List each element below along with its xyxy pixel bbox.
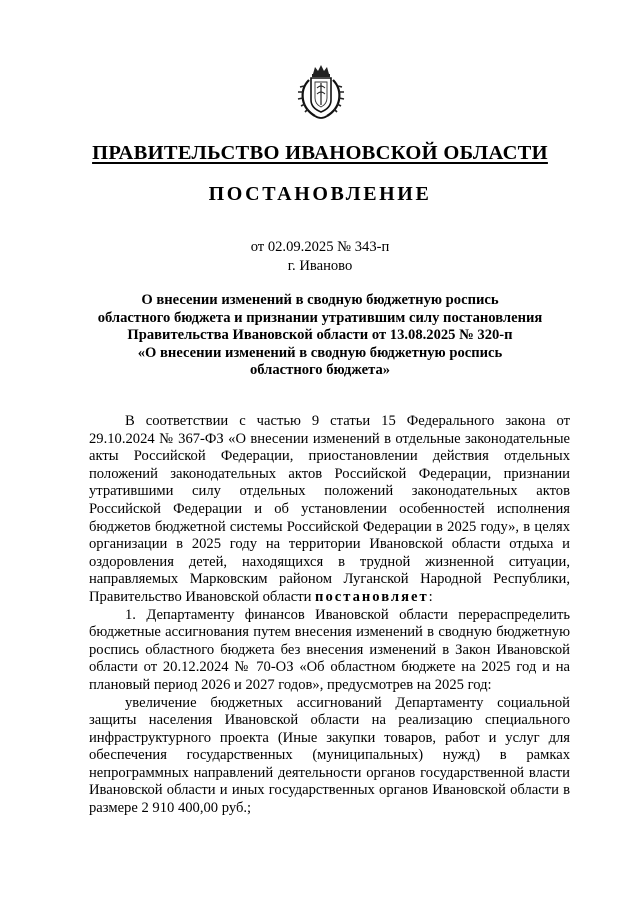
document-title bbox=[60, 292, 580, 380]
title-line: «О внесении изменений в сводную бюджетную роспись bbox=[137, 344, 503, 361]
document-date-number: от 02.09.2025 № 343-п bbox=[250, 239, 390, 255]
title-line: Правительства Ивановской области от 13.08.2025 № 320-п bbox=[127, 327, 513, 344]
document-type: ПОСТАНОВЛЕНИЕ bbox=[208, 183, 432, 205]
government-name: ПРАВИТЕЛЬСТВО ИВАНОВСКОЙ ОБЛАСТИ bbox=[92, 142, 548, 164]
title-line: областного бюджета и признании утратившим силу постановления bbox=[97, 309, 543, 326]
body-paragraph-allocation: увеличение бюджетных ассигнований Департаменту социальной защиты населения Ивановской области на реализацию специального инфраструктурного проекта (Иные закупки товаров, работ и услуг для обеспечения государственных (муниципальных) нужд) в рамках непрограммных направлений деятельности органов государственной власти Ивановской области и иных государственных органов Ивановской области в размере 2 910 400,00 руб.; bbox=[89, 694, 570, 817]
document-city: г. Иваново bbox=[287, 258, 353, 274]
title-line: областного бюджета» bbox=[249, 362, 391, 379]
body-paragraph-item-1: 1. Департаменту финансов Ивановской области перераспределить бюджетные ассигнования путем внесения изменений в сводную бюджетную роспись областного бюджета без внесения изменений в Закон Ивановской области от 20.12.2024 № 70-ОЗ «Об областном бюджете на 2025 год и на плановый период 2026 и 2027 годов», предусмотрев на 2025 год: bbox=[89, 606, 570, 693]
document-body bbox=[89, 413, 570, 818]
title-line: О внесении изменений в сводную бюджетную роспись bbox=[141, 292, 499, 308]
coat-of-arms-emblem bbox=[295, 64, 347, 122]
body-paragraph-preamble: В соответствии с частью 9 статьи 15 Федерального закона от 29.10.2024 № 367-ФЗ «О внесении изменений в отдельные законодательные акты Российской Федерации, приостановлении действия отдельных положений законодательных актов Российской Федерации, признании утратившими силу отдельных положений законодательных актов Российской Федерации и об установлении особенностей исполнения бюджетов бюджетной системы Российской Федерации в 2025 году», в целях организации в 2025 году на территории Ивановской области отдыха и оздоровления детей, находящихся в трудной жизненной ситуации, направляемых Марковским районом Луганской Народной Республики, Правительство Ивановской области постановляет: bbox=[89, 413, 570, 605]
decree-word: постановляет bbox=[315, 588, 429, 605]
